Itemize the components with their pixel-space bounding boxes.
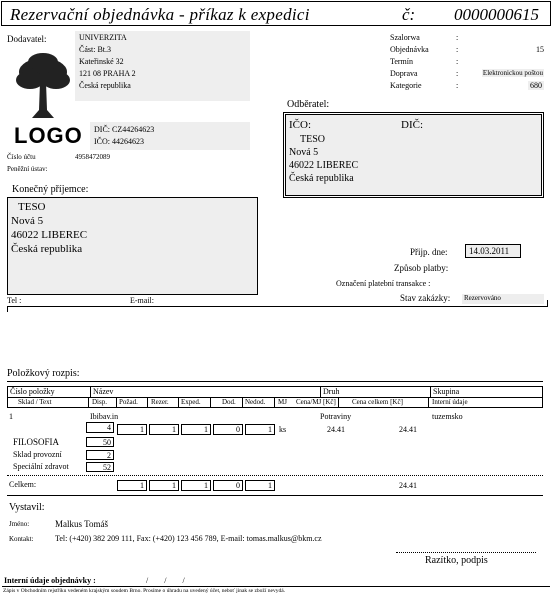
- col-divider: [242, 397, 243, 408]
- account-value: 4958472089: [75, 153, 110, 161]
- col-divider: [88, 397, 89, 408]
- stock-row-label: Sklad provozní: [13, 450, 62, 459]
- item-name: Ibibav.in: [90, 412, 119, 421]
- meta-colon: :: [456, 57, 459, 66]
- col-divider: [338, 397, 339, 408]
- meta-colon: :: [456, 69, 459, 78]
- recipient-inner: [285, 114, 542, 196]
- supplier-ids-box: [90, 122, 250, 150]
- date-label: Přijp. dne:: [410, 247, 448, 257]
- recipient-dic-label: DIČ:: [401, 119, 423, 131]
- col-divider: [274, 397, 275, 408]
- recipient-line: TESO: [300, 134, 325, 145]
- supplier-line: Část: Bt.3: [79, 45, 112, 54]
- total-delivered: 0: [213, 480, 243, 491]
- col-undelivered: Nedod.: [245, 398, 266, 406]
- supplier-ico: IČO: 44264623: [94, 137, 144, 146]
- items-total-value: 24.41: [399, 481, 417, 490]
- item-total: 24.41: [399, 425, 417, 434]
- col-unit-price: Cena/MJ [Kč]: [296, 398, 336, 406]
- items-title: Položkový rozpis:: [7, 368, 80, 379]
- col-total-price: Cena celkem [Kč]: [352, 398, 403, 406]
- supplier-dic: DIČ: CZ44264623: [94, 125, 155, 134]
- footer-note: Zápis v Obchodním rejstříku vedeném krajským soudem Brno. Prosíme o úhradu na uvedený účet, neboť jinak se zboží nevydá.: [3, 588, 286, 594]
- issued-contact-label: Kontakt:: [9, 535, 34, 543]
- order-number-label: č:: [402, 5, 416, 24]
- meta-label: Termín: [390, 57, 413, 66]
- item-requested: 1: [117, 424, 147, 435]
- order-number: 0000000615: [454, 5, 539, 24]
- tree-logo-icon: [12, 50, 74, 122]
- signature-label: Razítko, podpis: [425, 555, 488, 566]
- status-value: Rezervováno: [462, 294, 544, 304]
- header-bar: [1, 1, 551, 26]
- payment-label: Způsob platby:: [394, 263, 449, 273]
- col-unit: MJ: [278, 398, 287, 406]
- col-requested: Požad.: [119, 398, 138, 406]
- item-undelivered: 1: [245, 424, 275, 435]
- stock-row-label: Speciální zdravot: [13, 462, 69, 471]
- date-value: 14.03.2011: [465, 244, 521, 258]
- items-divider: [7, 475, 543, 476]
- col-group: Skupina: [433, 387, 460, 396]
- footer-divider: [2, 586, 550, 587]
- items-header: [7, 386, 543, 408]
- total-requested: 1: [117, 480, 147, 491]
- item-disp: 4: [86, 422, 114, 433]
- contact-divider: [7, 306, 543, 307]
- final-line: 46022 LIBEREC: [11, 229, 88, 241]
- stock-row-value: 2: [86, 450, 114, 460]
- final-line: TESO: [18, 201, 46, 213]
- final-recipient-label: Konečný příjemce:: [12, 184, 89, 195]
- col-dispatched: Exped.: [181, 398, 201, 406]
- item-delivered: 0: [213, 424, 243, 435]
- recipient-line: Česká republika: [289, 173, 354, 184]
- col-divider: [90, 387, 91, 397]
- supplier-label: Dodavatel:: [7, 34, 47, 44]
- footer-internal-label: Interní údaje objednávky :: [4, 576, 96, 585]
- issued-contact: Tel: (+420) 382 209 111, Fax: (+420) 123 456 789, E-mail: tomas.malkus@bkm.cz: [55, 534, 322, 543]
- col-reserved: Rezer.: [151, 398, 169, 406]
- item-no: 1: [9, 412, 13, 421]
- col-divider: [428, 397, 429, 408]
- document-title: Rezervační objednávka - příkaz k expedici: [10, 5, 310, 24]
- col-stock: Sklad / Text: [18, 398, 52, 406]
- recipient-label: Odběratel:: [287, 99, 330, 110]
- recipient-box: [283, 112, 544, 198]
- col-divider: [147, 397, 148, 408]
- final-recipient-box: [7, 197, 258, 295]
- meta-label: Kategorie: [390, 81, 422, 90]
- col-divider: [210, 397, 211, 408]
- col-divider: [430, 387, 431, 397]
- contact-tick: [7, 306, 8, 312]
- col-name: Název: [93, 387, 114, 396]
- supplier-address-box: [75, 31, 250, 101]
- item-reserved: 1: [149, 424, 179, 435]
- meta-colon: :: [456, 81, 459, 90]
- meta-value: 15: [536, 45, 544, 54]
- meta-label: Szalorwa: [390, 33, 420, 42]
- item-unit-price: 24.41: [327, 425, 345, 434]
- email-label: E-mail:: [130, 296, 154, 305]
- total-undelivered: 1: [245, 480, 275, 491]
- item-kind: Potraviny: [320, 412, 352, 421]
- account-label: Číslo účtu: [7, 153, 36, 161]
- final-line: Nová 5: [11, 215, 44, 227]
- logo-text: LOGO: [14, 123, 83, 148]
- total-dispatched: 1: [181, 480, 211, 491]
- item-group: tuzemsko: [432, 412, 463, 421]
- meta-value: 680: [530, 81, 542, 90]
- signature-line: [396, 552, 536, 553]
- col-disp: Disp.: [92, 398, 107, 406]
- total-divider: [7, 495, 543, 496]
- col-divider: [116, 397, 117, 408]
- meta-label: Doprava: [390, 69, 418, 78]
- col-divider: [320, 387, 321, 397]
- recipient-line: 46022 LIBEREC: [289, 160, 359, 171]
- items-title-divider: [7, 381, 543, 382]
- supplier-line: Kateřinské 32: [79, 57, 124, 66]
- stock-row-value: 50: [86, 437, 114, 447]
- transaction-label: Označení platební transakce :: [336, 279, 431, 288]
- meta-colon: :: [456, 45, 459, 54]
- supplier-line: UNIVERZITA: [79, 33, 127, 42]
- supplier-line: 121 08 PRAHA 2: [79, 69, 136, 78]
- final-line: Česká republika: [11, 243, 83, 255]
- issued-name: Malkus Tomáš: [55, 519, 108, 529]
- stock-row-label: FILOSOFIA: [13, 437, 60, 447]
- bank-label: Peněžní ústav:: [7, 165, 48, 173]
- item-unit: ks: [279, 425, 287, 434]
- col-kind: Druh: [323, 387, 340, 396]
- col-divider: [178, 397, 179, 408]
- issued-name-label: Jméno:: [9, 520, 30, 528]
- tel-label: Tel :: [7, 296, 22, 305]
- stock-row-value: 52: [86, 462, 114, 472]
- footer-internal-value: / / /: [146, 576, 185, 585]
- item-dispatched: 1: [181, 424, 211, 435]
- total-reserved: 1: [149, 480, 179, 491]
- issued-label: Vystavil:: [9, 502, 45, 513]
- col-delivered: Dod.: [222, 398, 236, 406]
- col-item-number: Číslo položky: [10, 387, 55, 396]
- supplier-line: Česká republika: [79, 81, 131, 90]
- status-label: Stav zakázky:: [400, 293, 451, 303]
- col-internal: Interní údaje: [432, 398, 468, 406]
- meta-label: Objednávka: [390, 45, 429, 54]
- recipient-line: Nová 5: [289, 147, 319, 158]
- items-total-label: Celkem:: [9, 480, 37, 489]
- recipient-ico-label: IČO:: [289, 119, 311, 131]
- meta-value: Elektronickou poštou: [482, 69, 543, 77]
- meta-colon: :: [456, 33, 459, 42]
